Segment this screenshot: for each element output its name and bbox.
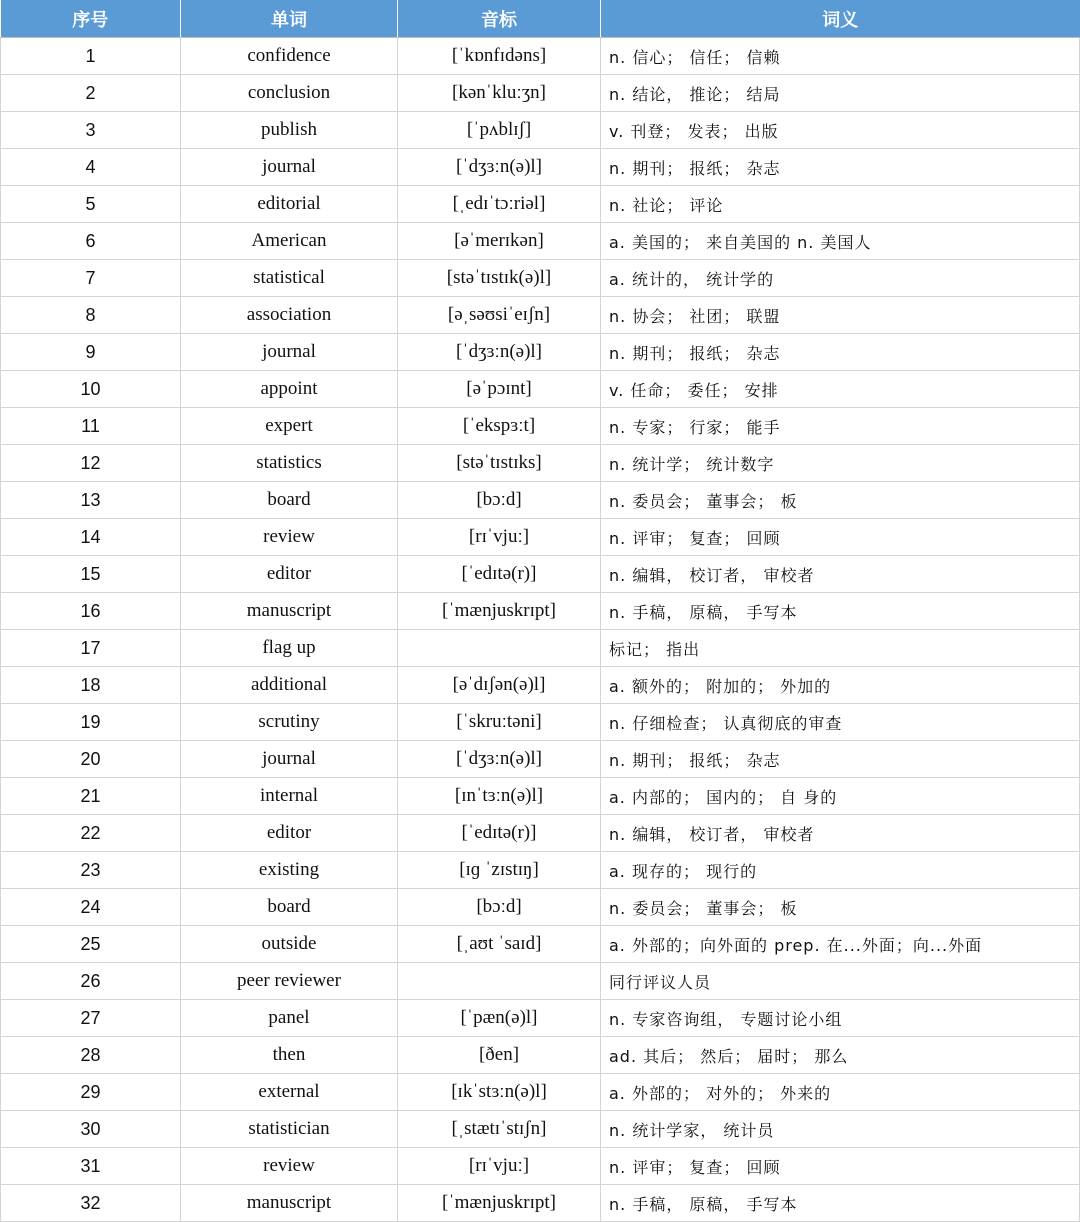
meaning-cell: 同行评议人员 — [601, 963, 1080, 1000]
phonetic-cell: [bɔːd] — [398, 482, 601, 519]
word-cell: then — [181, 1037, 398, 1074]
word-cell: editor — [181, 815, 398, 852]
meaning-cell: n. 评审； 复查； 回顾 — [601, 519, 1080, 556]
row-number: 1 — [1, 38, 181, 75]
meaning-cell: n. 评审； 复查； 回顾 — [601, 1148, 1080, 1185]
phonetic-cell: [stəˈtɪstɪks] — [398, 445, 601, 482]
phonetic-cell: [ɪkˈstɜːn(ə)l] — [398, 1074, 601, 1111]
phonetic-cell: [ˌaʊt ˈsaɪd] — [398, 926, 601, 963]
table-row — [1, 186, 1080, 223]
phonetic-cell: [stəˈtɪstɪk(ə)l] — [398, 260, 601, 297]
table-row — [1, 371, 1080, 408]
row-number: 3 — [1, 112, 181, 149]
word-cell: confidence — [181, 38, 398, 75]
meaning-cell: n. 手稿， 原稿， 手写本 — [601, 593, 1080, 630]
word-cell: existing — [181, 852, 398, 889]
phonetic-cell: [ˈpæn(ə)l] — [398, 1000, 601, 1037]
meaning-cell: n. 专家； 行家； 能手 — [601, 408, 1080, 445]
word-cell: review — [181, 519, 398, 556]
table-body — [1, 38, 1080, 1222]
phonetic-cell: [rɪˈvjuː] — [398, 1148, 601, 1185]
word-cell: manuscript — [181, 1185, 398, 1222]
meaning-cell: v. 刊登； 发表； 出版 — [601, 112, 1080, 149]
header-number: 序号 — [1, 0, 181, 38]
word-cell: statistics — [181, 445, 398, 482]
meaning-cell: n. 编辑， 校订者， 审校者 — [601, 815, 1080, 852]
meaning-cell: n. 编辑， 校订者， 审校者 — [601, 556, 1080, 593]
row-number: 25 — [1, 926, 181, 963]
row-number: 32 — [1, 1185, 181, 1222]
meaning-cell: n. 期刊； 报纸； 杂志 — [601, 149, 1080, 186]
phonetic-cell: [ˈedɪtə(r)] — [398, 556, 601, 593]
header-phonetic: 音标 — [398, 0, 601, 38]
row-number: 11 — [1, 408, 181, 445]
word-cell: journal — [181, 334, 398, 371]
phonetic-cell: [ˈskruːtəni] — [398, 704, 601, 741]
word-cell: editor — [181, 556, 398, 593]
row-number: 22 — [1, 815, 181, 852]
word-cell: manuscript — [181, 593, 398, 630]
meaning-cell: a. 内部的； 国内的； 自 身的 — [601, 778, 1080, 815]
word-cell: appoint — [181, 371, 398, 408]
phonetic-cell: [ˈmænjuskrɪpt] — [398, 1185, 601, 1222]
table-row — [1, 704, 1080, 741]
row-number: 8 — [1, 297, 181, 334]
header-word: 单词 — [181, 0, 398, 38]
table-row — [1, 630, 1080, 667]
table-row — [1, 926, 1080, 963]
word-cell: board — [181, 889, 398, 926]
meaning-cell: n. 期刊； 报纸； 杂志 — [601, 334, 1080, 371]
meaning-cell: n. 手稿， 原稿， 手写本 — [601, 1185, 1080, 1222]
meaning-cell: n. 期刊； 报纸； 杂志 — [601, 741, 1080, 778]
meaning-cell: n. 专家咨询组， 专题讨论小组 — [601, 1000, 1080, 1037]
table-row — [1, 1185, 1080, 1222]
table-row — [1, 149, 1080, 186]
word-cell: internal — [181, 778, 398, 815]
meaning-cell: a. 美国的； 来自美国的 n. 美国人 — [601, 223, 1080, 260]
table-row — [1, 519, 1080, 556]
row-number: 4 — [1, 149, 181, 186]
row-number: 17 — [1, 630, 181, 667]
phonetic-cell — [398, 963, 601, 1000]
meaning-cell: ad. 其后； 然后； 届时； 那么 — [601, 1037, 1080, 1074]
row-number: 12 — [1, 445, 181, 482]
meaning-cell: n. 结论， 推论； 结局 — [601, 75, 1080, 112]
meaning-cell: n. 统计学家， 统计员 — [601, 1111, 1080, 1148]
meaning-cell: a. 统计的， 统计学的 — [601, 260, 1080, 297]
meaning-cell: v. 任命； 委任； 安排 — [601, 371, 1080, 408]
meaning-cell: n. 信心； 信任； 信赖 — [601, 38, 1080, 75]
word-cell: association — [181, 297, 398, 334]
header-row — [1, 0, 1080, 38]
table-header — [1, 0, 1080, 38]
table-row — [1, 852, 1080, 889]
table-row — [1, 963, 1080, 1000]
phonetic-cell: [əˈmerɪkən] — [398, 223, 601, 260]
table-row — [1, 1000, 1080, 1037]
table-row — [1, 38, 1080, 75]
word-cell: scrutiny — [181, 704, 398, 741]
phonetic-cell: [ˈekspɜːt] — [398, 408, 601, 445]
phonetic-cell: [ˈdʒɜːn(ə)l] — [398, 149, 601, 186]
word-cell: journal — [181, 741, 398, 778]
word-cell: journal — [181, 149, 398, 186]
table-row — [1, 741, 1080, 778]
meaning-cell: a. 额外的； 附加的； 外加的 — [601, 667, 1080, 704]
table-row — [1, 1037, 1080, 1074]
meaning-cell: a. 外部的；向外面的 prep. 在...外面；向...外面 — [601, 926, 1080, 963]
phonetic-cell: [ˌstætɪˈstɪʃn] — [398, 1111, 601, 1148]
word-cell: outside — [181, 926, 398, 963]
row-number: 18 — [1, 667, 181, 704]
table-row — [1, 482, 1080, 519]
meaning-cell: a. 外部的； 对外的； 外来的 — [601, 1074, 1080, 1111]
word-cell: publish — [181, 112, 398, 149]
word-cell: board — [181, 482, 398, 519]
row-number: 19 — [1, 704, 181, 741]
table-row — [1, 1074, 1080, 1111]
word-cell: statistical — [181, 260, 398, 297]
word-cell: editorial — [181, 186, 398, 223]
phonetic-cell: [rɪˈvjuː] — [398, 519, 601, 556]
word-cell: peer reviewer — [181, 963, 398, 1000]
phonetic-cell: [ˈpʌblɪʃ] — [398, 112, 601, 149]
table-row — [1, 778, 1080, 815]
phonetic-cell: [ˈdʒɜːn(ə)l] — [398, 334, 601, 371]
phonetic-cell: [ˈdʒɜːn(ə)l] — [398, 741, 601, 778]
table-row — [1, 889, 1080, 926]
row-number: 16 — [1, 593, 181, 630]
header-meaning: 词义 — [601, 0, 1080, 38]
table-row — [1, 593, 1080, 630]
row-number: 27 — [1, 1000, 181, 1037]
word-cell: flag up — [181, 630, 398, 667]
word-cell: panel — [181, 1000, 398, 1037]
meaning-cell: n. 协会； 社团； 联盟 — [601, 297, 1080, 334]
row-number: 26 — [1, 963, 181, 1000]
table-row — [1, 815, 1080, 852]
row-number: 23 — [1, 852, 181, 889]
word-cell: review — [181, 1148, 398, 1185]
row-number: 30 — [1, 1111, 181, 1148]
meaning-cell: n. 统计学； 统计数字 — [601, 445, 1080, 482]
row-number: 24 — [1, 889, 181, 926]
phonetic-cell: [ɪɡ ˈzɪstɪŋ] — [398, 852, 601, 889]
meaning-cell: n. 仔细检查； 认真彻底的审查 — [601, 704, 1080, 741]
row-number: 21 — [1, 778, 181, 815]
phonetic-cell: [ɪnˈtɜːn(ə)l] — [398, 778, 601, 815]
table-row — [1, 667, 1080, 704]
table-row — [1, 445, 1080, 482]
phonetic-cell: [kənˈkluːʒn] — [398, 75, 601, 112]
row-number: 10 — [1, 371, 181, 408]
row-number: 6 — [1, 223, 181, 260]
word-cell: additional — [181, 667, 398, 704]
phonetic-cell: [ˈedɪtə(r)] — [398, 815, 601, 852]
word-cell: external — [181, 1074, 398, 1111]
meaning-cell: n. 委员会； 董事会； 板 — [601, 482, 1080, 519]
row-number: 31 — [1, 1148, 181, 1185]
row-number: 7 — [1, 260, 181, 297]
phonetic-cell: [ðen] — [398, 1037, 601, 1074]
phonetic-cell: [ˈkɒnfɪdəns] — [398, 38, 601, 75]
phonetic-cell: [əˈdɪʃən(ə)l] — [398, 667, 601, 704]
row-number: 15 — [1, 556, 181, 593]
row-number: 2 — [1, 75, 181, 112]
meaning-cell: a. 现存的； 现行的 — [601, 852, 1080, 889]
table-row — [1, 297, 1080, 334]
meaning-cell: n. 委员会； 董事会； 板 — [601, 889, 1080, 926]
phonetic-cell: [ˈmænjuskrɪpt] — [398, 593, 601, 630]
row-number: 13 — [1, 482, 181, 519]
table-row — [1, 334, 1080, 371]
table-row — [1, 1111, 1080, 1148]
word-cell: American — [181, 223, 398, 260]
table-row — [1, 556, 1080, 593]
phonetic-cell: [əˈpɔɪnt] — [398, 371, 601, 408]
table-row — [1, 408, 1080, 445]
row-number: 29 — [1, 1074, 181, 1111]
meaning-cell: n. 社论； 评论 — [601, 186, 1080, 223]
table-row — [1, 75, 1080, 112]
table-row — [1, 260, 1080, 297]
word-cell: expert — [181, 408, 398, 445]
word-cell: conclusion — [181, 75, 398, 112]
word-cell: statistician — [181, 1111, 398, 1148]
table-row — [1, 1148, 1080, 1185]
table-row — [1, 223, 1080, 260]
phonetic-cell: [ˌedɪˈtɔːriəl] — [398, 186, 601, 223]
row-number: 20 — [1, 741, 181, 778]
row-number: 5 — [1, 186, 181, 223]
phonetic-cell: [əˌsəʊsiˈeɪʃn] — [398, 297, 601, 334]
row-number: 14 — [1, 519, 181, 556]
row-number: 9 — [1, 334, 181, 371]
phonetic-cell: [bɔːd] — [398, 889, 601, 926]
table-row — [1, 112, 1080, 149]
row-number: 28 — [1, 1037, 181, 1074]
phonetic-cell — [398, 630, 601, 667]
meaning-cell: 标记； 指出 — [601, 630, 1080, 667]
